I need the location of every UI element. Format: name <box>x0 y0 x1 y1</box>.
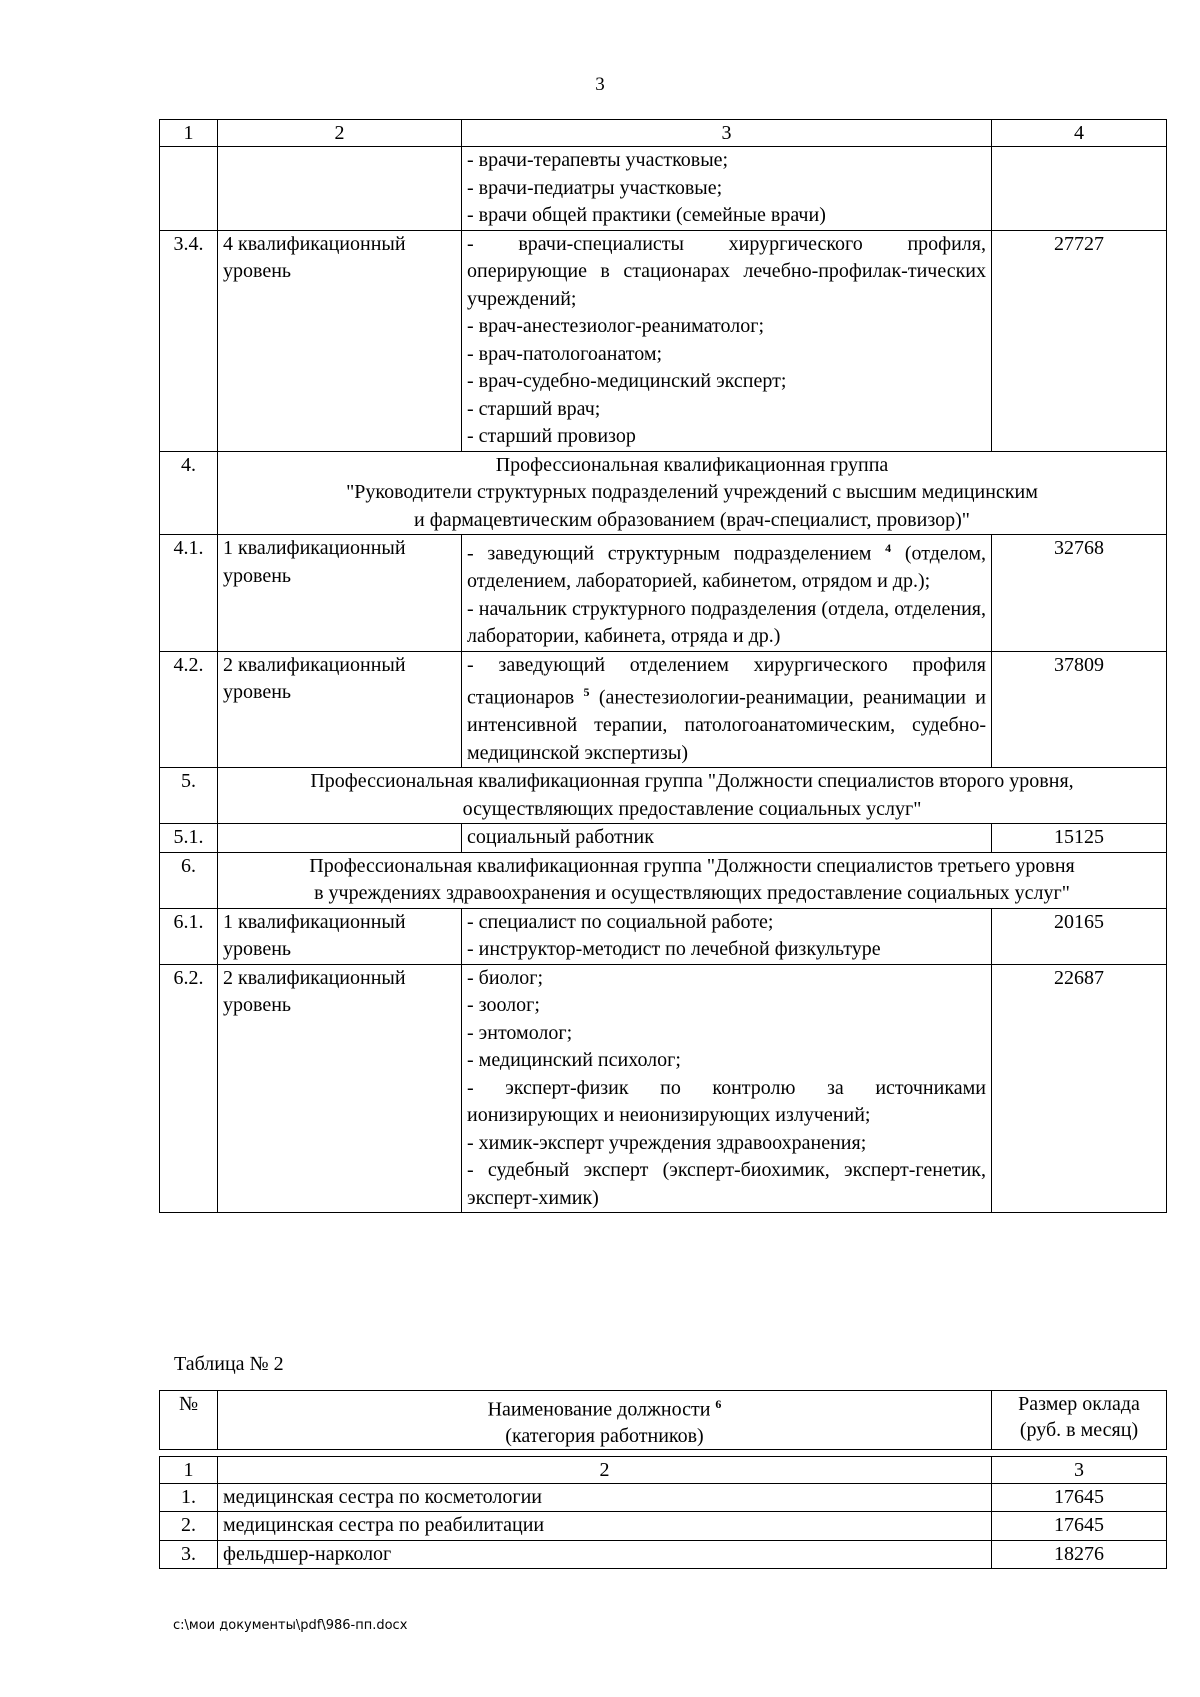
list-item: - судебный эксперт (эксперт-биохимик, эксперт-генетик, эксперт-химик) <box>467 1159 986 1209</box>
page-number: 3 <box>595 74 605 95</box>
table-row <box>160 651 1167 768</box>
salary-value: 18276 <box>992 1540 1167 1569</box>
salary-value: 17645 <box>992 1483 1167 1512</box>
position-list <box>462 824 992 853</box>
position-name: фельдшер-нарколог <box>218 1540 992 1569</box>
table-row <box>160 1512 1167 1541</box>
position-list <box>462 964 992 1213</box>
salary-value: 27727 <box>992 230 1167 451</box>
row-number: 5.1. <box>160 824 218 853</box>
salary-value: 17645 <box>992 1512 1167 1541</box>
row-number: 2. <box>160 1512 218 1541</box>
salary-value: 37809 <box>992 651 1167 768</box>
row-number: 6.1. <box>160 908 218 964</box>
position-list <box>462 535 992 652</box>
row-number: 6.2. <box>160 964 218 1213</box>
table-caption: Таблица № 2 <box>174 1353 284 1375</box>
index-cell: 1 <box>160 1456 218 1483</box>
list-item: - врачи-педиатры участковые; <box>467 176 723 199</box>
qualification-level: 4 квалификационный уровень <box>218 230 462 451</box>
group-number: 5. <box>160 768 218 824</box>
header-position: Наименование должности $^6$ (категория работников) <box>218 1391 992 1450</box>
table-row <box>160 1540 1167 1569</box>
list-item: - заведующий структурным подразделением <box>467 542 872 565</box>
salary-value: 15125 <box>992 824 1167 853</box>
group-title: Профессиональная квалификационная группа "Должности специалистов третьего уровня в учреждениях здравоохранения и осуществляющих предоставление социальных услуг" <box>218 852 1167 908</box>
list-item: - зоолог; <box>467 994 540 1017</box>
group-number: 4. <box>160 451 218 535</box>
header-salary: Размер оклада (руб. в месяц) <box>992 1391 1167 1450</box>
salary-value: 20165 <box>992 908 1167 964</box>
group-row <box>160 852 1167 908</box>
group-title: Профессиональная квалификационная группа "Руководители структурных подразделений учреждений с высшим медицинским и фармацевтическим образованием (врач-специалист, провизор)" <box>218 451 1167 535</box>
list-item-continuation: (анестезиологии-реанимации, реанимации и интенсивной терапии, патологоанатомическим, судебно-медицинской экспертизы) <box>467 686 987 764</box>
list-item: - биолог; <box>467 966 544 989</box>
group-row <box>160 768 1167 824</box>
list-item: - эксперт-физик по контролю за источниками ионизирующих и неионизирующих излучений; <box>467 1076 986 1127</box>
salary-value: 22687 <box>992 964 1167 1213</box>
list-item: - врачи-терапевты участковые; <box>467 149 729 171</box>
position-list <box>462 147 992 231</box>
list-item: - инструктор-методист по лечебной физкультуре <box>467 938 881 961</box>
table-row <box>160 964 1167 1213</box>
table2-header-row <box>160 1391 1167 1450</box>
salary-value: 32768 <box>992 535 1167 652</box>
list-item: социальный работник <box>467 826 654 849</box>
row-number: 4.1. <box>160 535 218 652</box>
table-row <box>160 147 1167 231</box>
list-item: - медицинский психолог; <box>467 1049 681 1072</box>
list-item: - врач-судебно-медицинский эксперт; <box>467 370 787 392</box>
list-item: - врачи-специалисты хирургического профиля, оперирующие в стационарах лечебно-профилак-тических учреждений; <box>467 232 986 310</box>
group-row <box>160 451 1167 535</box>
position-name: медицинская сестра по косметологии <box>218 1483 992 1512</box>
file-path-footer: c:\мои документы\pdf\986-пп.docx <box>173 1618 408 1633</box>
table-row <box>160 1483 1167 1512</box>
group-title: Профессиональная квалификационная группа "Должности специалистов второго уровня, осуществляющих предоставление социальных услуг" <box>218 768 1167 824</box>
list-item-continuation: (отделом, отделением, лабораторией, кабинетом, отрядом и др.); <box>467 542 987 593</box>
index-cell: 2 <box>218 1456 992 1483</box>
row-number: 4.2. <box>160 651 218 768</box>
footnote-marker: 5 <box>583 685 590 700</box>
salary-table-1 <box>159 119 1167 1213</box>
list-item: - заведующий отделением хирургического профиля стационаров <box>467 653 986 709</box>
group-number: 6. <box>160 852 218 908</box>
table-row <box>160 824 1167 853</box>
footnote-marker: 6 <box>715 1397 722 1411</box>
qualification-level <box>218 824 462 853</box>
list-item: - старший провизор <box>467 425 636 447</box>
qualification-level: 2 квалификационный уровень <box>218 964 462 1213</box>
position-list <box>462 908 992 964</box>
table-row <box>160 908 1167 964</box>
qualification-level: 1 квалификационный уровень <box>218 908 462 964</box>
footnote-marker: 4 <box>885 541 892 555</box>
table-row <box>160 230 1167 451</box>
header-number: № <box>160 1391 218 1450</box>
header-cell: 1 <box>160 120 218 147</box>
row-number: 1. <box>160 1483 218 1512</box>
table-row <box>160 535 1167 652</box>
list-item: - врачи общей практики (семейные врачи) <box>467 204 826 226</box>
position-list <box>462 651 992 768</box>
table2-index-row <box>160 1456 1167 1483</box>
list-item: - специалист по социальной работе; <box>467 910 774 933</box>
list-item: - химик-эксперт учреждения здравоохранения; <box>467 1131 867 1154</box>
salary-table-2 <box>159 1390 1167 1569</box>
header-cell: 4 <box>992 120 1167 147</box>
list-item: - врач-анестезиолог-реаниматолог; <box>467 315 765 337</box>
list-item: - начальник структурного подразделения (отдела, отделения, лаборатории, кабинета, отряда и др.) <box>467 597 986 648</box>
row-number: 3.4. <box>160 230 218 451</box>
header-cell: 2 <box>218 120 462 147</box>
qualification-level: 2 квалификационный уровень <box>218 651 462 768</box>
list-item: - старший врач; <box>467 397 601 420</box>
header-cell: 3 <box>462 120 992 147</box>
list-item: - энтомолог; <box>467 1021 573 1044</box>
qualification-level: 1 квалификационный уровень <box>218 535 462 652</box>
table1-header-row <box>160 120 1167 147</box>
row-number: 3. <box>160 1540 218 1569</box>
index-cell: 3 <box>992 1456 1167 1483</box>
position-name: медицинская сестра по реабилитации <box>218 1512 992 1541</box>
position-list <box>462 230 992 451</box>
list-item: - врач-патологоанатом; <box>467 342 663 365</box>
